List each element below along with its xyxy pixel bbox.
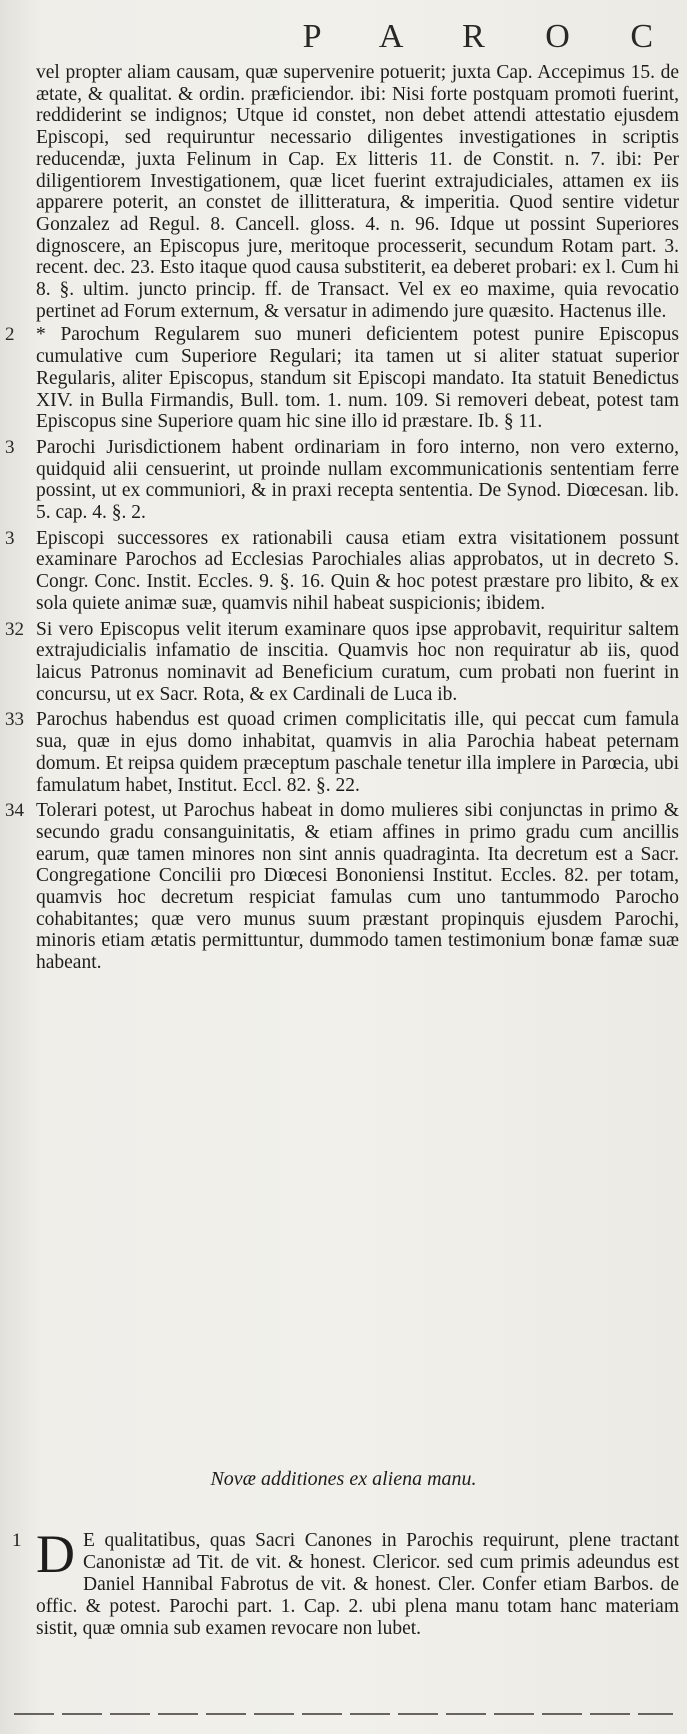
paragraph [5, 436, 679, 524]
paragraph [5, 324, 679, 433]
paragraph [5, 618, 679, 706]
drop-capital: D [36, 1524, 75, 1584]
paragraph-text: Episcopi successores ex rationabili causa etiam extra visitationem possunt examinare Parochos ad Ecclesias Parochiales alias approbatos, ut in decreto S. Congr. Conc. Instit. Eccles. 9. §. 16. Quin & hoc potest præstare pro libito, & ex sola quiete animæ suæ, quamvis nihil habeat suspicionis; ibidem. [36, 527, 679, 614]
additions-paragraph [12, 1524, 679, 1640]
paragraph-number: 3 [5, 527, 15, 549]
paragraph-number: 2 [5, 324, 15, 346]
intro-paragraph [36, 62, 679, 322]
paragraph-text: * Parochum Regularem suo muneri deficientem potest punire Episcopus cumulative cum Superiore Regulari; ita tamen ut si aliter statuat superior Regularis, aliter Episcopus, standum sit Episcopi mandato. Ita statuit Benedictus XIV. in Bulla Firmandis, Bull. tom. 1. num. 109. Si removeri debeat, potest tam Episcopus sine Superiore quam hic sine illo id præstare. Ib. § 11. [36, 324, 679, 433]
running-title: P A R O C [302, 18, 679, 55]
paragraph-number: 1 [12, 1530, 22, 1551]
paragraph-number: 32 [5, 618, 24, 640]
paragraph-number: 34 [5, 800, 24, 822]
paragraph-text: Tolerari potest, ut Parochus habeat in domo mulieres sibi conjunctas in primo & secundo gradu consanguinitatis, & etiam affines in primo gradu cum ancillis earum, quæ tamen minores non sint annis quadraginta. Ita decretum est a Sacr. Congregatione Concilii pro Diœcesi Bononiensi Institut. Eccles. 82. per totam, quamvis hoc decretum respiciat famulas cum uno tantummodo Parocho cohabitantes; quæ vero munus suum præstant propinquis ejusdem Parochi, minoris etiam ætatis permittuntur, dummodo tamen testimonium bonæ famæ suæ habeant. [36, 800, 679, 974]
paragraph [5, 527, 679, 615]
bottom-dashed-rule [14, 1713, 673, 1715]
additions-text: E qualitatibus, quas Sacri Canones in Parochis requirunt, plene tractant Canonistæ ad Tit. de vit. & honest. Clericor. sed cum primis adeundus est Daniel Hannibal Fabrotus de vit. & honest. Cler. Confer etiam Barbos. de offic. & potest. Parochi part. 1. Cap. 2. ubi plena manu totam hanc materiam sistit, quæ omnia sub examen revocare non lubet. [36, 1530, 679, 1639]
main-text [5, 62, 679, 974]
paragraph [5, 709, 679, 796]
paragraph-number: 3 [5, 436, 15, 458]
additions-title: Novæ additiones ex aliena manu. [210, 1468, 477, 1490]
paragraph-text: Si vero Episcopus velit iterum examinare quos ipse approbavit, requiritur saltem extrajudicialis infamatio de inscitia. Quamvis hoc non requiratur ab iis, quod laicus Patronus nominavit ad Beneficium curatum, cum probati non fuerint in concursu, ut ex Sacr. Rota, & ex Cardinali de Luca ib. [36, 618, 679, 705]
paragraph-number: 33 [5, 709, 24, 731]
intro-text: vel propter aliam causam, quæ supervenire potuerit; juxta Cap. Accepimus 15. de ætate, & qualitat. & ordin. præficiendor. ibi: Nisi forte postquam promoti fuerint, reddiderint se indignos; Utque id constet, non debet attendi attestatio ejusdem Episcopi, sed requiruntur necessario diligentes investigationes in scriptis reducendæ, juxta Felinum in Cap. Ex litteris 11. de Constit. n. 7. ibi: Per diligentiorem Investigationem, quæ licet fuerint extrajudiciales, attamen ex iis apparere poterit, an constet de illitteratura, & imperitia. Quod sentire videtur Gonzalez ad Regul. 8. Cancell. gloss. 4. n. 96. Idque ut possint Superiores dignoscere, an Episcopus jure, meritoque processerit, secundum Rotam part. 3. recent. dec. 23. Esto itaque quod causa substiterit, ea deberet probari: ex l. Cum hi 8. §. ultim. juncto princip. ff. de Transact. Vel ex eo maxime, quia revocatio pertinet ad Forum externum, & versatur in adimendo jure quæsito. Hactenus ille. [36, 62, 679, 322]
paragraph-text: Parochus habendus est quoad crimen complicitatis ille, qui peccat cum famula sua, quæ in ejus domo inhabitat, quamvis in alia Parochia habeat peternam domum. Et reipsa quidem præceptum paschale tenetur illa implere in Parœcia, ubi famulatum habet, Institut. Eccl. 82. §. 22. [36, 709, 679, 796]
paragraph [5, 800, 679, 974]
paragraph-text: Parochi Jurisdictionem habent ordinariam in foro interno, non vero externo, quidquid alii censuerint, ut proinde nullam excommunicationis sententiam ferre possint, ut ex communiori, & in praxi recepta sententia. De Synod. Diœcesan. lib. 5. cap. 4. §. 2. [36, 436, 679, 524]
